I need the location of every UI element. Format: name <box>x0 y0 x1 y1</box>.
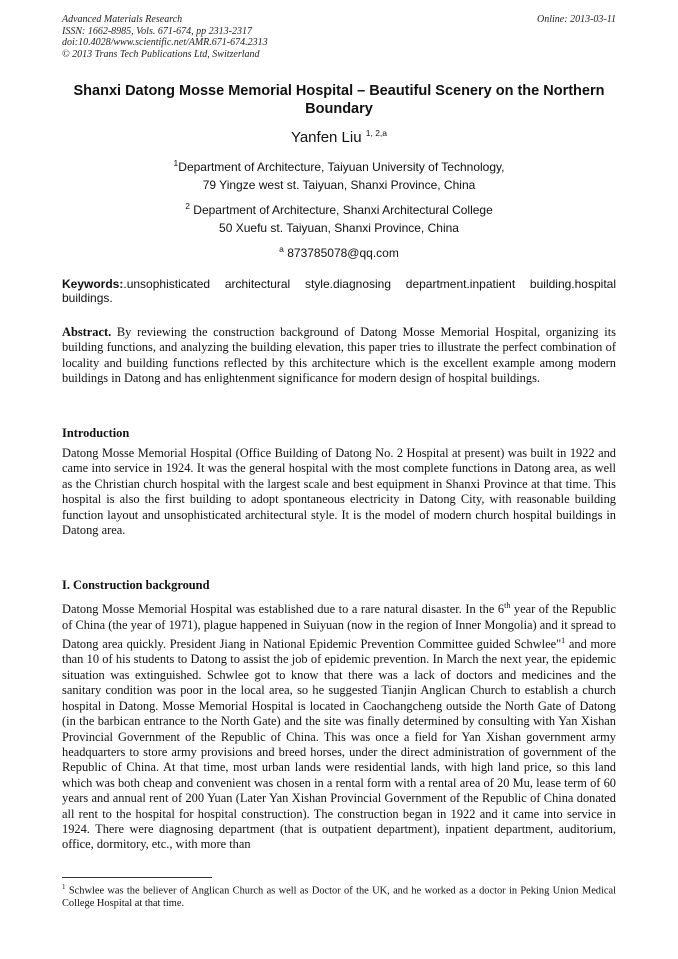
journal-name: Advanced Materials Research <box>62 14 183 25</box>
section-1-text: Datong Mosse Memorial Hospital was established due to a rare natural disaster. In the 6th year of the Republic of China (the year of 1971), plague happened in Suiyuan (now in the region of Inner Mongolia) and it spread to Datong area quickly. President Jiang in National Epidemic Prevention Committee guided Schwlee"$^1$ and more than 10 of his students to Datong to assist the job of epidemic prevention. In March the next year, the epidemic situation was extinguished. Schwlee got to know that there was a lack of doctors and medicines and the sanitary condition was poor in the local area, so he suggested Tianjin Anglican Church to establish a church hospital in Datong. Mosse Memorial Hospital is located in Caochangcheng outside the North Gate of Datong (in the barbican entrance to the North Gate) and the site was finally determined by consulting with Yan Xishan Provincial Government of the Republic of China. This was once a field for Yan Xishan government army headquarters to store army provisions and breed horses, under the direct administration of government of the Republic of China. At that time, most urban lands were residential lands, with high land price, so this land which was both cheap and convenient was chosen in a rental form with a rental area of 20 Mu, lease term of 60 years and annual rent of 200 Yuan (Later Yan Xishan Provincial Government of the Republic of China donated all rent to the hospital for hospital construction). The construction began in 1922 and it came into service in 1924. There were diagnosing department (that is outpatient department), inpatient department, auditorium, office, dormitory, etc., with more than <box>62 601 616 852</box>
introduction-heading: Introduction <box>62 426 130 440</box>
email-mark: a <box>279 244 284 254</box>
affiliation-2-line-1: $^2$ Department of Architecture, Shanxi Architectural College <box>185 201 493 217</box>
abstract <box>62 325 616 387</box>
journal-header <box>62 14 616 60</box>
author-email: $^a$ 873785078@qq.com <box>279 244 399 260</box>
affiliation-1-mark: 1 <box>173 158 179 168</box>
copyright-line: © 2013 Trans Tech Publications Ltd, Switzerland <box>62 48 260 60</box>
footnote <box>62 881 616 910</box>
affiliation-2-mark: 2 <box>185 201 190 211</box>
keywords-text: .unsophisticated architectural style.diagnosing department.inpatient building.hospital buildings. <box>62 277 616 305</box>
introduction-text: Datong Mosse Memorial Hospital (Office Building of Datong No. 2 Hospital at present) was built in 1922 and came into service in 1924. It was the general hospital with the most complete functions in Datong area, as well as the Christian church hospital with the largest scale and best equipment in Shanxi Province at that time. This hospital is also the first building to adopt spontaneous electricity in Datong City, with reasonable building function layout and unsophisticated architectural style. It is the model of modern church hospital buildings in Datong area. <box>62 446 616 538</box>
author-affiliation-marks: 1, 2,a <box>365 128 388 138</box>
section-1-heading: I. Construction background <box>62 578 210 592</box>
online-date: Online: 2013-03-11 <box>537 14 616 25</box>
author <box>62 128 616 146</box>
doi-line: doi:10.4028/www.scientific.net/AMR.671-674.2313 <box>62 37 268 48</box>
author-name: Yanfen Liu <box>290 129 362 146</box>
affiliation-2-line-2: 50 Xuefu st. Taiyuan, Shanxi Province, China <box>219 221 459 235</box>
keywords-label: Keywords: <box>62 277 124 291</box>
keywords <box>62 277 616 305</box>
footnote-rule <box>62 877 212 878</box>
affiliation-1-line-2: 79 Yingze west st. Taiyuan, Shanxi Province, China <box>202 178 476 192</box>
paper-title: Shanxi Datong Mosse Memorial Hospital – Beautiful Scenery on the Northern Boundary <box>73 83 605 117</box>
abstract-label: Abstract. <box>62 325 112 339</box>
footnote-text: Schwlee was the believer of Anglican Church as well as Doctor of the UK, and he worked as a doctor in Peking Union Medical College Hospital at that time. <box>62 885 616 910</box>
abstract-text: By reviewing the construction background of Datong Mosse Memorial Hospital, organizing its building functions, and analyzing the building elevation, this paper tries to illustrate the perfect combination of locality and building functions reflected by this architecture which is the excellent example among modern buildings in Datong and has enlightenment significance for modern design of hospital buildings. <box>62 325 616 386</box>
affiliation-1-line-1: $^1$Department of Architecture, Taiyuan University of Technology, <box>173 158 505 174</box>
footnote-mark: 1 <box>62 883 66 891</box>
issn-line: ISSN: 1662-8985, Vols. 671-674, pp 2313-2317 <box>62 25 252 37</box>
footnote-ref: 1 <box>561 635 566 645</box>
